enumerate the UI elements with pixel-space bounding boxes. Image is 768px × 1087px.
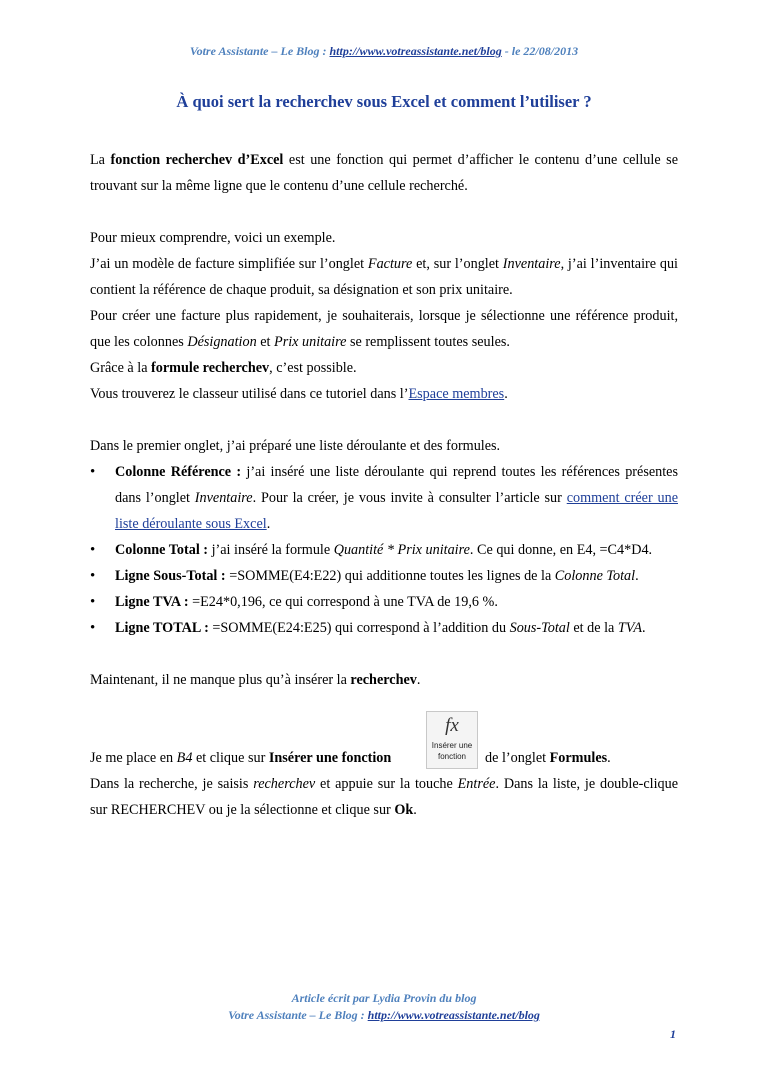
text: de l’onglet xyxy=(485,750,550,766)
italic-text: Facture xyxy=(367,256,413,272)
text: . xyxy=(635,568,639,584)
header-blog-link[interactable]: http://www.votreassistante.net/blog xyxy=(329,44,502,58)
text: , j’ai l’inventaire qui contient la référence de chaque produit, sa désignation et son prix unitaire. xyxy=(90,256,678,298)
insert-function-line xyxy=(90,711,678,771)
example-line-5 xyxy=(90,381,678,407)
italic-text: B4 xyxy=(176,750,193,766)
text: j’ai inséré la formule xyxy=(208,542,334,558)
bold-text: fonction recherchev d’Excel xyxy=(110,152,284,168)
text: et, sur l’onglet xyxy=(412,256,503,272)
text: et xyxy=(256,334,275,350)
list-item xyxy=(90,537,678,563)
insert-function-text xyxy=(90,745,391,771)
text: =SOMME(E24:E25) qui correspond à l’addition du xyxy=(208,620,510,636)
italic-text: TVA xyxy=(617,620,643,636)
text: La xyxy=(90,152,111,168)
text: . Dans la liste, je double-clique sur RECHERCHEV ou je la sélectionne et clique sur xyxy=(90,776,679,818)
example-line-1: Pour mieux comprendre, voici un exemple. xyxy=(90,230,336,246)
text: Pour créer une facture plus rapidement, je souhaiterais, lorsque je sélectionne une référence produit, que les colonnes xyxy=(90,308,678,350)
footer-blog-link[interactable]: http://www.votreassistante.net/blog xyxy=(367,1008,540,1022)
italic-text: Colonne Total xyxy=(554,568,636,584)
bold-text: recherchev xyxy=(350,672,417,688)
header-prefix: Votre Assistante – Le Blog : xyxy=(189,44,330,58)
footer-blog: Votre Assistante – Le Blog : http://www.votreassistante.net/blog xyxy=(228,1008,540,1022)
text: J’ai un modèle de facture simplifiée sur l’onglet xyxy=(90,256,368,272)
text: est une fonction qui permet d’afficher le contenu d’une cellule se trouvant sur la même ligne que le contenu d’une cellule recherché. xyxy=(90,152,678,194)
bold-text: Colonne Total : xyxy=(115,542,209,558)
bold-text: Insérer une fonction xyxy=(268,750,392,766)
text: j’ai inséré une liste déroulante qui reprend toutes les références présentes dans l’onglet xyxy=(115,464,678,506)
text: . Ce qui donne, en E4, =C4*D4. xyxy=(469,542,653,558)
formules-text xyxy=(485,745,611,771)
article-title: À quoi sert la recherchev sous Excel et comment l’utiliser ? xyxy=(176,92,592,111)
text: . xyxy=(642,620,646,636)
bold-text: Ligne TOTAL : xyxy=(115,620,209,636)
footer-author: Article écrit par Lydia Provin du blog xyxy=(291,991,477,1005)
bold-text: Formules xyxy=(549,750,608,766)
bold-text: Ligne Sous-Total : xyxy=(115,568,226,584)
liste-deroulante-link[interactable]: comment créer une liste déroulante sous Excel xyxy=(115,490,678,532)
text: se remplissent toutes seules. xyxy=(346,334,510,350)
example-line-4 xyxy=(90,355,678,381)
recherche-paragraph xyxy=(90,771,678,823)
italic-text: Sous-Total xyxy=(509,620,570,636)
italic-text: Inventaire xyxy=(502,256,561,272)
bold-text: Ok xyxy=(394,802,414,818)
text: . xyxy=(413,802,417,818)
fx-icon-label: Insérer une fonction xyxy=(431,741,473,761)
text: et appuie sur la touche xyxy=(315,776,458,792)
text: . xyxy=(266,516,271,532)
page-header xyxy=(0,44,768,59)
bullet-list xyxy=(90,459,678,641)
bold-text: Colonne Référence : xyxy=(115,464,242,480)
text: et clique sur xyxy=(192,750,269,766)
list-item xyxy=(90,589,678,615)
text: =E24*0,196, ce qui correspond à une TVA de 19,6 %. xyxy=(188,594,498,610)
text: Je me place en xyxy=(90,750,177,766)
text: . Pour la créer, je vous invite à consulter l’article sur xyxy=(252,490,567,506)
italic-text: Inventaire xyxy=(194,490,253,506)
italic-text: Quantité * Prix unitaire xyxy=(333,542,470,558)
intro-paragraph xyxy=(90,147,678,199)
list-item xyxy=(90,615,678,641)
italic-text: Entrée xyxy=(457,776,496,792)
example-line-3 xyxy=(90,303,678,355)
text: . xyxy=(504,386,508,402)
bold-text: formule recherchev xyxy=(151,360,270,376)
article-body xyxy=(90,147,678,823)
text: , c’est possible. xyxy=(269,360,357,376)
list-item xyxy=(90,459,678,537)
text: Vous trouverez le classeur utilisé dans ce tutoriel dans l’ xyxy=(90,386,409,402)
text: . xyxy=(607,750,611,766)
espace-membres-link[interactable]: Espace membres xyxy=(408,386,505,402)
text: Dans la recherche, je saisis xyxy=(90,776,254,792)
text: Maintenant, il ne manque plus qu’à insérer la xyxy=(90,672,351,688)
bold-text: Ligne TVA : xyxy=(115,594,189,610)
onglet-intro: Dans le premier onglet, j’ai préparé une liste déroulante et des formules. xyxy=(90,438,501,454)
italic-text: Désignation xyxy=(187,334,257,350)
page-footer xyxy=(0,990,768,1024)
fx-icon: fx xyxy=(445,715,459,736)
list-item xyxy=(90,563,678,589)
italic-text: Prix unitaire xyxy=(274,334,347,350)
text: . xyxy=(416,672,421,688)
text: =SOMME(E4:E22) qui additionne toutes les lignes de la xyxy=(225,568,555,584)
maintenant-paragraph xyxy=(90,667,678,693)
page-number: 1 xyxy=(670,1027,676,1041)
text: et de la xyxy=(569,620,618,636)
header-date: - le 22/08/2013 xyxy=(501,44,579,58)
text: Grâce à la xyxy=(90,360,152,376)
insert-function-icon xyxy=(426,711,478,769)
example-line-2 xyxy=(90,251,678,303)
italic-text: recherchev xyxy=(253,776,316,792)
